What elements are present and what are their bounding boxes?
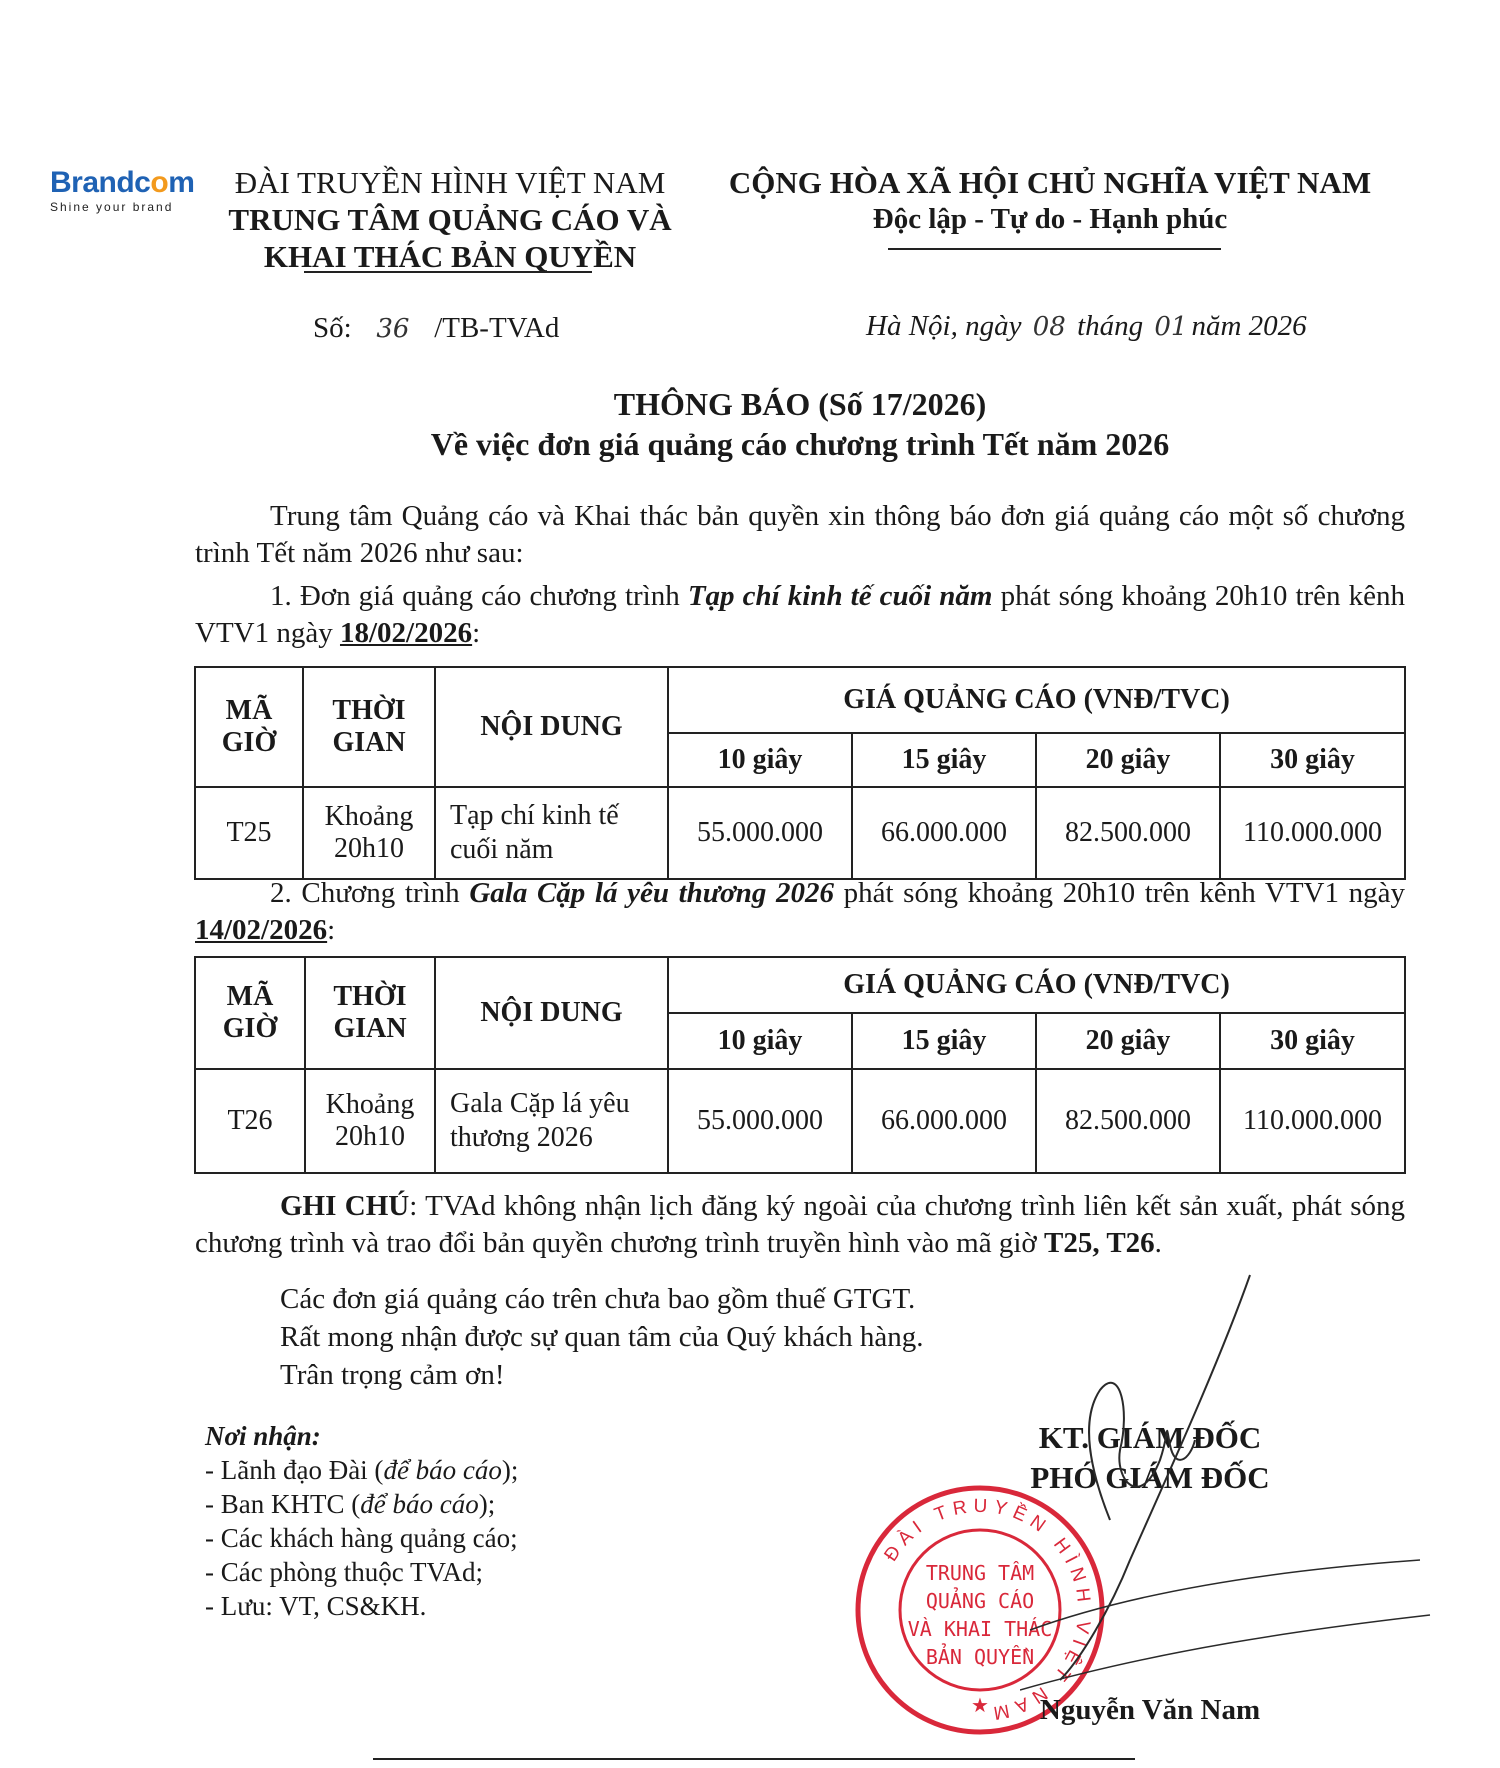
- header-10s: 10 giây: [668, 1013, 852, 1069]
- header-15s: 15 giây: [852, 733, 1036, 787]
- recipients-heading: Nơi nhận:: [205, 1421, 321, 1451]
- header-gia: GIÁ QUẢNG CÁO (VNĐ/TVC): [668, 957, 1405, 1013]
- cell-content: Tạp chí kinh tế cuối năm: [435, 787, 668, 879]
- cell-price-15s: 66.000.000: [852, 787, 1036, 879]
- price-table-1: [194, 666, 1406, 880]
- brandcom-watermark: [50, 168, 210, 214]
- signer-authority: KT. GIÁM ĐỐC: [1038, 1420, 1262, 1455]
- issuer-parent: ĐÀI TRUYỀN HÌNH VIỆT NAM: [234, 165, 666, 200]
- cell-code: T25: [195, 787, 303, 879]
- motto-underline: [888, 248, 1221, 250]
- cell-price-10s: 55.000.000: [668, 787, 852, 879]
- notice-subject: Về việc đơn giá quảng cáo chương trình Tết năm 2026: [430, 426, 1170, 462]
- header-ma-gio: MÃ GIỜ: [195, 667, 303, 787]
- notice-title: [200, 384, 1400, 464]
- cell-price-15s: 66.000.000: [852, 1069, 1036, 1173]
- issuer-underline: [304, 271, 592, 273]
- national-header: [720, 164, 1380, 238]
- stamp-line-2: QUẢNG CÁO: [925, 1589, 1035, 1613]
- program-2-name: Gala Cặp lá yêu thương 2026: [469, 877, 834, 909]
- section-2-text: 2. Chương trình Gala Cặp lá yêu thương 2026 phát sóng khoảng 20h10 trên kênh VTV1 ngày 14/02/2026:: [195, 877, 1405, 946]
- signer-name: Nguyễn Văn Nam: [1039, 1694, 1261, 1726]
- cell-price-30s: 110.000.000: [1220, 1069, 1405, 1173]
- issuer-name-line2: KHAI THÁC BẢN QUYỀN: [263, 239, 637, 274]
- handwritten-number: 36: [376, 314, 410, 344]
- header-noi-dung: NỘI DUNG: [435, 667, 668, 787]
- header-15s: 15 giây: [852, 1013, 1036, 1069]
- signature-stroke: [1030, 1560, 1420, 1630]
- section-1-text: 1. Đơn giá quảng cáo chương trình Tạp chí kinh tế cuối năm phát sóng khoảng 20h10 trên kênh VTV1 ngày 18/02/2026:: [195, 580, 1405, 649]
- signature-stroke: [1060, 1275, 1250, 1680]
- note-codes: T25, T26: [1044, 1227, 1155, 1259]
- cell-code: T26: [195, 1069, 305, 1173]
- stamp-line-1: TRUNG TÂM: [925, 1561, 1035, 1585]
- issuer-header: [200, 164, 700, 275]
- stamp-line-4: BẢN QUYỀN: [925, 1645, 1035, 1669]
- header-gia: GIÁ QUẢNG CÁO (VNĐ/TVC): [668, 667, 1405, 733]
- list-item: - Các phòng thuộc TVAd;: [205, 1557, 483, 1587]
- national-title: CỘNG HÒA XÃ HỘI CHỦ NGHĨA VIỆT NAM: [728, 165, 1372, 200]
- signer-title: PHÓ GIÁM ĐỐC: [1030, 1460, 1270, 1495]
- closing-thanks-attention: Rất mong nhận được sự quan tâm của Quý khách hàng.: [280, 1321, 924, 1353]
- header-noi-dung: NỘI DUNG: [435, 957, 668, 1069]
- brandcom-tagline: Shine your brand: [50, 200, 174, 214]
- list-item: - Ban KHTC (để báo cáo);: [205, 1489, 496, 1519]
- header-20s: 20 giây: [1036, 1013, 1220, 1069]
- list-item: - Các khách hàng quảng cáo;: [205, 1523, 518, 1553]
- stamp-line-3: VÀ KHAI THÁC: [907, 1617, 1053, 1641]
- header-10s: 10 giây: [668, 733, 852, 787]
- handwritten-signature: [1020, 1270, 1440, 1700]
- handwritten-day: 08: [1032, 312, 1066, 342]
- price-table-2: [194, 956, 1406, 1174]
- list-item: - Lãnh đạo Đài (để báo cáo);: [205, 1455, 519, 1485]
- header-thoi-gian: THỜI GIAN: [305, 957, 435, 1069]
- closing-vat: Các đơn giá quảng cáo trên chưa bao gồm thuế GTGT.: [280, 1283, 916, 1315]
- cell-price-10s: 55.000.000: [668, 1069, 852, 1173]
- document-number: Số: 36 /TB-TVAd: [313, 312, 560, 344]
- header-20s: 20 giây: [1036, 733, 1220, 787]
- star-icon: ★: [971, 1695, 989, 1717]
- table-row: [195, 787, 1405, 879]
- issuer-name-line1: TRUNG TÂM QUẢNG CÁO VÀ: [228, 202, 672, 237]
- cell-price-30s: 110.000.000: [1220, 787, 1405, 879]
- national-motto: Độc lập - Tự do - Hạnh phúc: [872, 203, 1228, 235]
- handwritten-month: 01: [1154, 312, 1188, 342]
- program-1-date: 18/02/2026: [339, 617, 473, 649]
- program-1-name: Tạp chí kinh tế cuối năm: [687, 580, 993, 612]
- note-label: GHI CHÚ: [280, 1190, 410, 1222]
- header-30s: 30 giây: [1220, 1013, 1405, 1069]
- cell-time: Khoảng 20h10: [305, 1069, 435, 1173]
- recipients-list: [205, 1419, 518, 1623]
- cell-content: Gala Cặp lá yêu thương 2026: [435, 1069, 668, 1173]
- cell-time: Khoảng 20h10: [303, 787, 435, 879]
- closing-lines: [280, 1280, 924, 1394]
- date-line: Hà Nội, ngày 08 tháng 01 năm 2026: [866, 310, 1307, 342]
- header-30s: 30 giây: [1220, 733, 1405, 787]
- intro-paragraph: Trung tâm Quảng cáo và Khai thác bản quyền xin thông báo đơn giá quảng cáo một số chương trình Tết năm 2026 như sau:: [195, 500, 1405, 569]
- header-ma-gio: MÃ GIỜ: [195, 957, 305, 1069]
- header-thoi-gian: THỜI GIAN: [303, 667, 435, 787]
- cell-price-20s: 82.500.000: [1036, 787, 1220, 879]
- brandcom-logo: Brandcom: [50, 166, 195, 199]
- program-2-date: 14/02/2026: [195, 914, 328, 946]
- page-bottom-rule: [373, 1758, 1135, 1760]
- notice-heading: THÔNG BÁO (Số 17/2026): [613, 386, 987, 422]
- note-paragraph: GHI CHÚ: TVAd không nhận lịch đăng ký ngoài của chương trình liên kết sản xuất, phát sóng chương trình và trao đổi bản quyền chương trình truyền hình vào mã giờ T25, T26.: [195, 1190, 1405, 1259]
- list-item: - Lưu: VT, CS&KH.: [205, 1591, 427, 1621]
- table-row: [195, 1069, 1405, 1173]
- cell-price-20s: 82.500.000: [1036, 1069, 1220, 1173]
- closing-regards: Trân trọng cảm ơn!: [280, 1359, 505, 1391]
- stamp-ring-text: ĐÀI TRUYỀN HÌNH VIỆT NAM: [880, 1495, 1095, 1725]
